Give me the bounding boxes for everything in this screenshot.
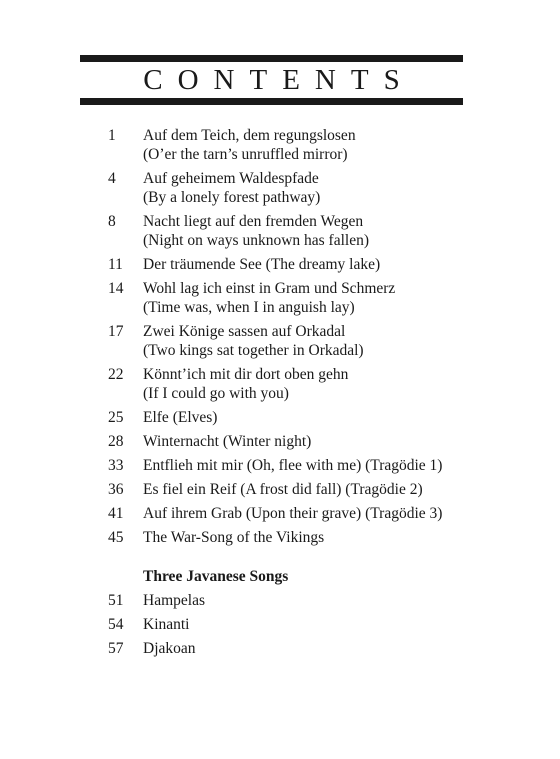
entry-translation: (If I could go with you) — [143, 385, 289, 402]
entry-title: Djakoan — [143, 640, 196, 657]
entry-translation: (Two kings sat together in Orkadal) — [143, 342, 364, 359]
page-number: 36 — [108, 481, 124, 498]
entry-translation: (Time was, when I in anguish lay) — [143, 299, 355, 316]
section-heading: Three Javanese Songs — [143, 568, 289, 585]
toc-entry — [108, 322, 508, 360]
toc-entries — [108, 126, 508, 547]
toc-entry — [108, 591, 508, 610]
entry-titles — [143, 365, 508, 403]
top-rule — [80, 55, 463, 62]
entry-title: Auf ihrem Grab (Upon their grave) (Tragödie 3) — [143, 505, 443, 522]
entry-title: Auf geheimem Waldespfade — [143, 170, 319, 187]
entry-title: Zwei Könige sassen auf Orkadal — [143, 323, 346, 340]
toc-entry — [108, 639, 508, 658]
entry-title: Auf dem Teich, dem regungslosen — [143, 127, 356, 144]
entry-titles — [143, 212, 508, 250]
toc-entry — [108, 615, 508, 634]
page-number: 57 — [108, 640, 124, 657]
page-number: 22 — [108, 366, 124, 383]
toc-entry — [108, 279, 508, 317]
entry-title: Winternacht (Winter night) — [143, 433, 312, 450]
entry-titles — [143, 169, 508, 207]
entry-titles — [143, 279, 508, 317]
page-number: 28 — [108, 433, 124, 450]
toc-entry — [108, 365, 508, 403]
toc-entry — [108, 255, 508, 274]
entry-title: Nacht liegt auf den fremden Wegen — [143, 213, 364, 230]
page-number: 8 — [108, 213, 116, 230]
page-number: 11 — [108, 256, 123, 273]
page-number: 17 — [108, 323, 124, 340]
toc-entry — [108, 504, 508, 523]
toc-entry — [108, 169, 508, 207]
entry-title: Hampelas — [143, 592, 205, 609]
entry-title: Kinanti — [143, 616, 190, 633]
toc-entry — [108, 432, 508, 451]
entry-translation: (Night on ways unknown has fallen) — [143, 232, 369, 249]
page-number: 54 — [108, 616, 124, 633]
entry-titles — [143, 504, 508, 523]
page-number: 1 — [108, 127, 116, 144]
toc-entry — [108, 528, 508, 547]
entry-title: Wohl lag ich einst in Gram und Schmerz — [143, 280, 396, 297]
section-entries — [108, 591, 508, 658]
page-number: 51 — [108, 592, 124, 609]
table-of-contents — [108, 126, 508, 663]
entry-title: Könnt’ich mit dir dort oben gehn — [143, 366, 349, 383]
entry-title: Es fiel ein Reif (A frost did fall) (Tragödie 2) — [143, 481, 423, 498]
page-number: 33 — [108, 457, 124, 474]
entry-title: Der träumende See (The dreamy lake) — [143, 256, 381, 273]
entry-titles — [143, 615, 508, 634]
page-number: 14 — [108, 280, 124, 297]
bottom-rule — [80, 98, 463, 105]
entry-title: The War-Song of the Vikings — [143, 529, 325, 546]
toc-entry — [108, 456, 508, 475]
entry-titles — [143, 456, 508, 475]
toc-entry — [108, 408, 508, 427]
entry-titles — [143, 480, 508, 499]
page-number: 4 — [108, 170, 116, 187]
entry-titles — [143, 126, 508, 164]
entry-titles — [143, 408, 508, 427]
entry-title: Elfe (Elves) — [143, 409, 218, 426]
toc-entry — [108, 480, 508, 499]
toc-entry — [108, 212, 508, 250]
entry-titles — [143, 322, 508, 360]
entry-translation: (By a lonely forest pathway) — [143, 189, 321, 206]
entry-translation: (O’er the tarn’s unruffled mirror) — [143, 146, 348, 163]
entry-titles — [143, 639, 508, 658]
toc-entry — [108, 126, 508, 164]
entry-title: Entflieh mit mir (Oh, flee with me) (Tragödie 1) — [143, 457, 443, 474]
page-number: 25 — [108, 409, 124, 426]
entry-titles — [143, 432, 508, 451]
page-number: 41 — [108, 505, 124, 522]
page-number: 45 — [108, 529, 124, 546]
entry-titles — [143, 255, 508, 274]
entry-titles — [143, 591, 508, 610]
page-title: CONTENTS — [143, 63, 415, 96]
entry-titles — [143, 528, 508, 547]
